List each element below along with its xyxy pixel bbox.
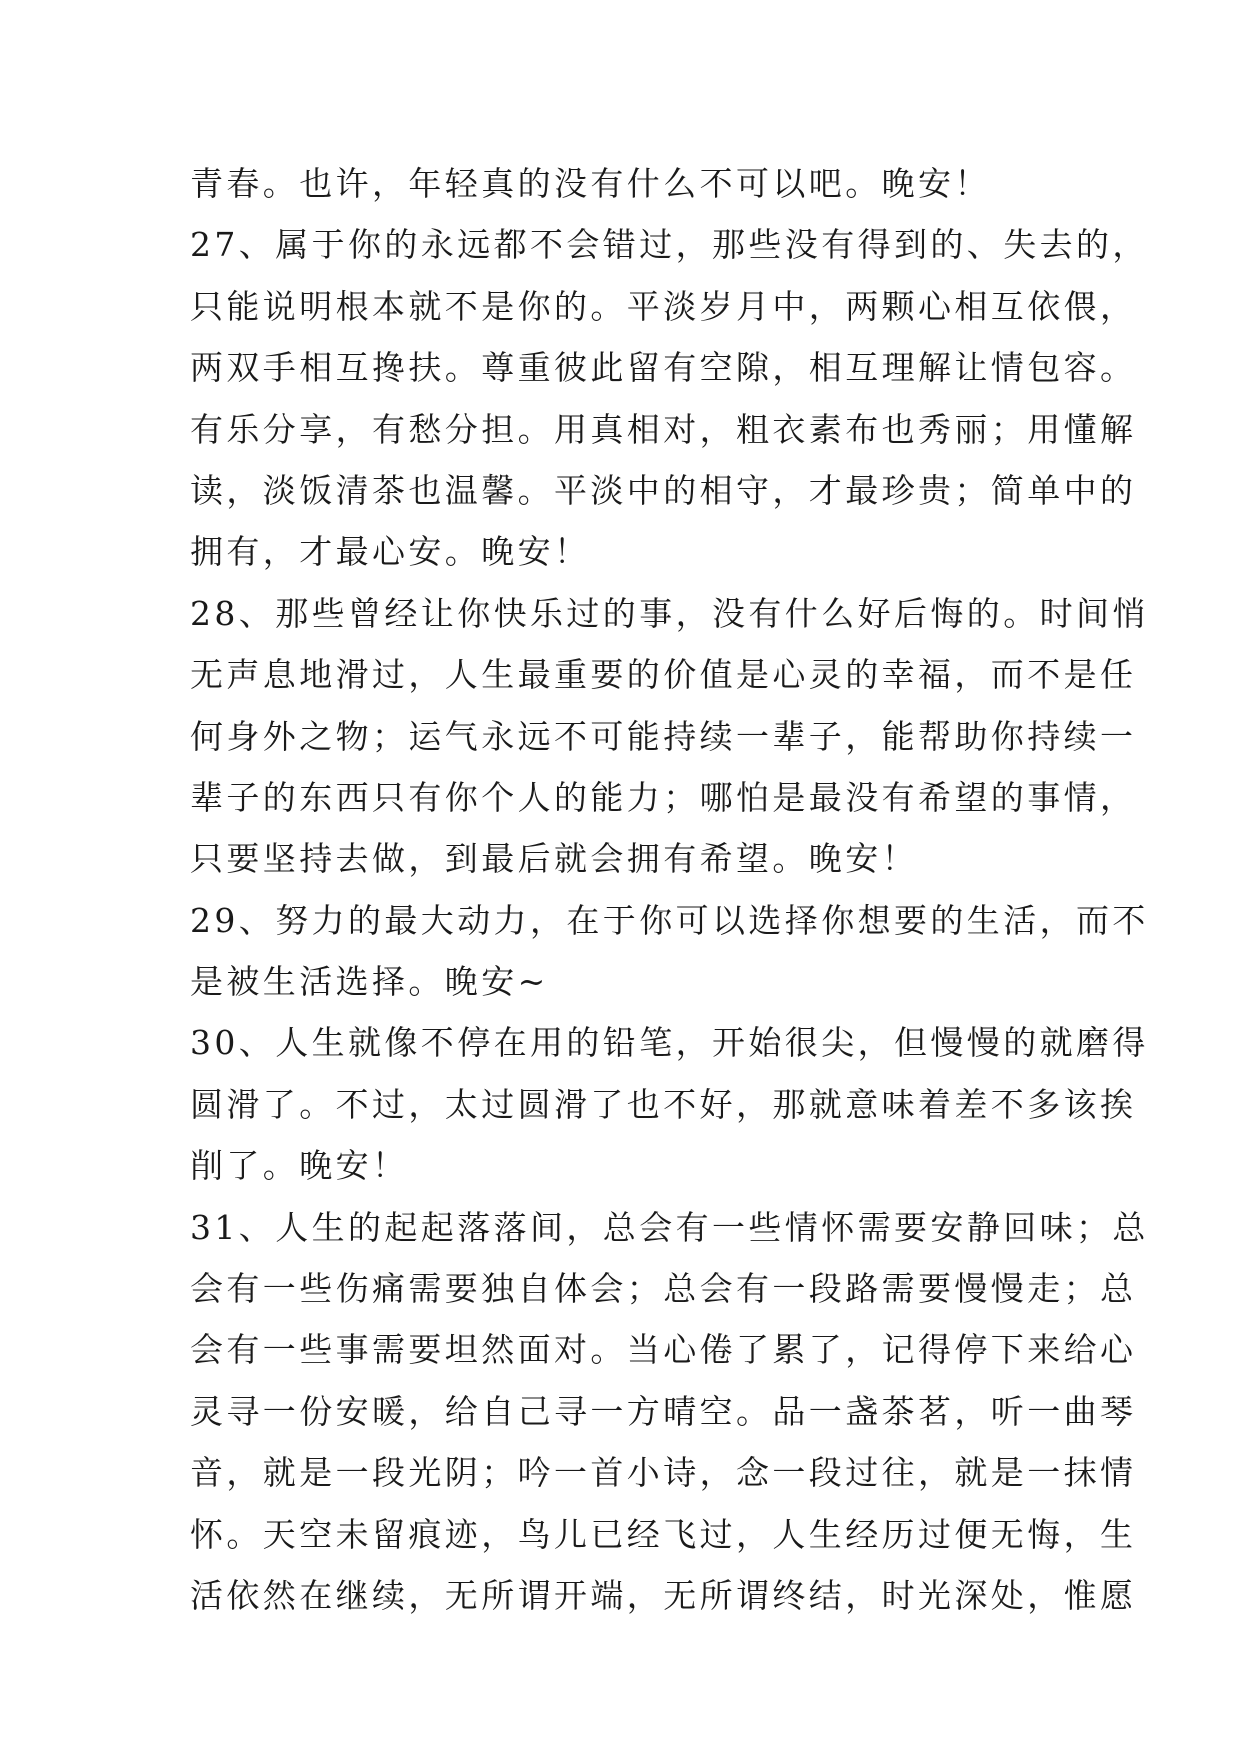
text-line: 有乐分享，有愁分担。用真相对，粗衣素布也秀丽；用懂解	[190, 409, 1137, 449]
text-line: 29、努力的最大动力，在于你可以选择你想要的生活，而不	[190, 900, 1149, 940]
text-line: 活依然在继续，无所谓开端，无所谓终结，时光深处，惟愿	[190, 1575, 1137, 1615]
document-body	[190, 153, 1149, 1626]
text-line: 会有一些伤痛需要独自体会；总会有一段路需要慢慢走；总	[190, 1269, 1137, 1309]
text-line: 只要坚持去做，到最后就会拥有希望。晚安！	[190, 839, 918, 879]
text-line: 30、人生就像不停在用的铅笔，开始很尖，但慢慢的就磨得	[190, 1023, 1149, 1063]
text-line: 辈子的东西只有你个人的能力；哪怕是最没有希望的事情，	[190, 777, 1137, 817]
text-line: 青春。也许，年轻真的没有什么不可以吧。晚安！	[190, 164, 991, 203]
text-line: 31、人生的起起落落间，总会有一些情怀需要安静回味；总	[190, 1207, 1149, 1247]
text-line: 只能说明根本就不是你的。平淡岁月中，两颗心相互依偎，	[190, 286, 1137, 326]
text-line: 会有一些事需要坦然面对。当心倦了累了，记得停下来给心	[190, 1330, 1137, 1370]
text-line: 削了。晚安！	[190, 1146, 409, 1186]
text-line: 28、那些曾经让你快乐过的事，没有什么好后悔的。时间悄	[190, 593, 1149, 633]
text-line: 灵寻一份安暖，给自己寻一方晴空。品一盏茶茗，听一曲琴	[190, 1391, 1137, 1431]
text-line: 27、属于你的永远都不会错过，那些没有得到的、失去的，	[190, 225, 1149, 265]
text-line: 无声息地滑过，人生最重要的价值是心灵的幸福，而不是任	[190, 655, 1137, 695]
text-line: 圆滑了。不过，太过圆滑了也不好，那就意味着差不多该挨	[190, 1084, 1137, 1124]
text-line: 是被生活选择。晚安~	[190, 962, 549, 1002]
text-line: 音，就是一段光阴；吟一首小诗，念一段过往，就是一抹情	[190, 1453, 1137, 1493]
text-line: 拥有，才最心安。晚安！	[190, 532, 591, 572]
text-line: 何身外之物；运气永远不可能持续一辈子，能帮助你持续一	[190, 716, 1137, 756]
text-line: 两双手相互搀扶。尊重彼此留有空隙，相互理解让情包容。	[190, 348, 1137, 388]
text-line: 读，淡饭清茶也温馨。平淡中的相守，才最珍贵；简单中的	[190, 470, 1137, 510]
text-line: 怀。天空未留痕迹，鸟儿已经飞过，人生经历过便无悔，生	[190, 1514, 1137, 1554]
